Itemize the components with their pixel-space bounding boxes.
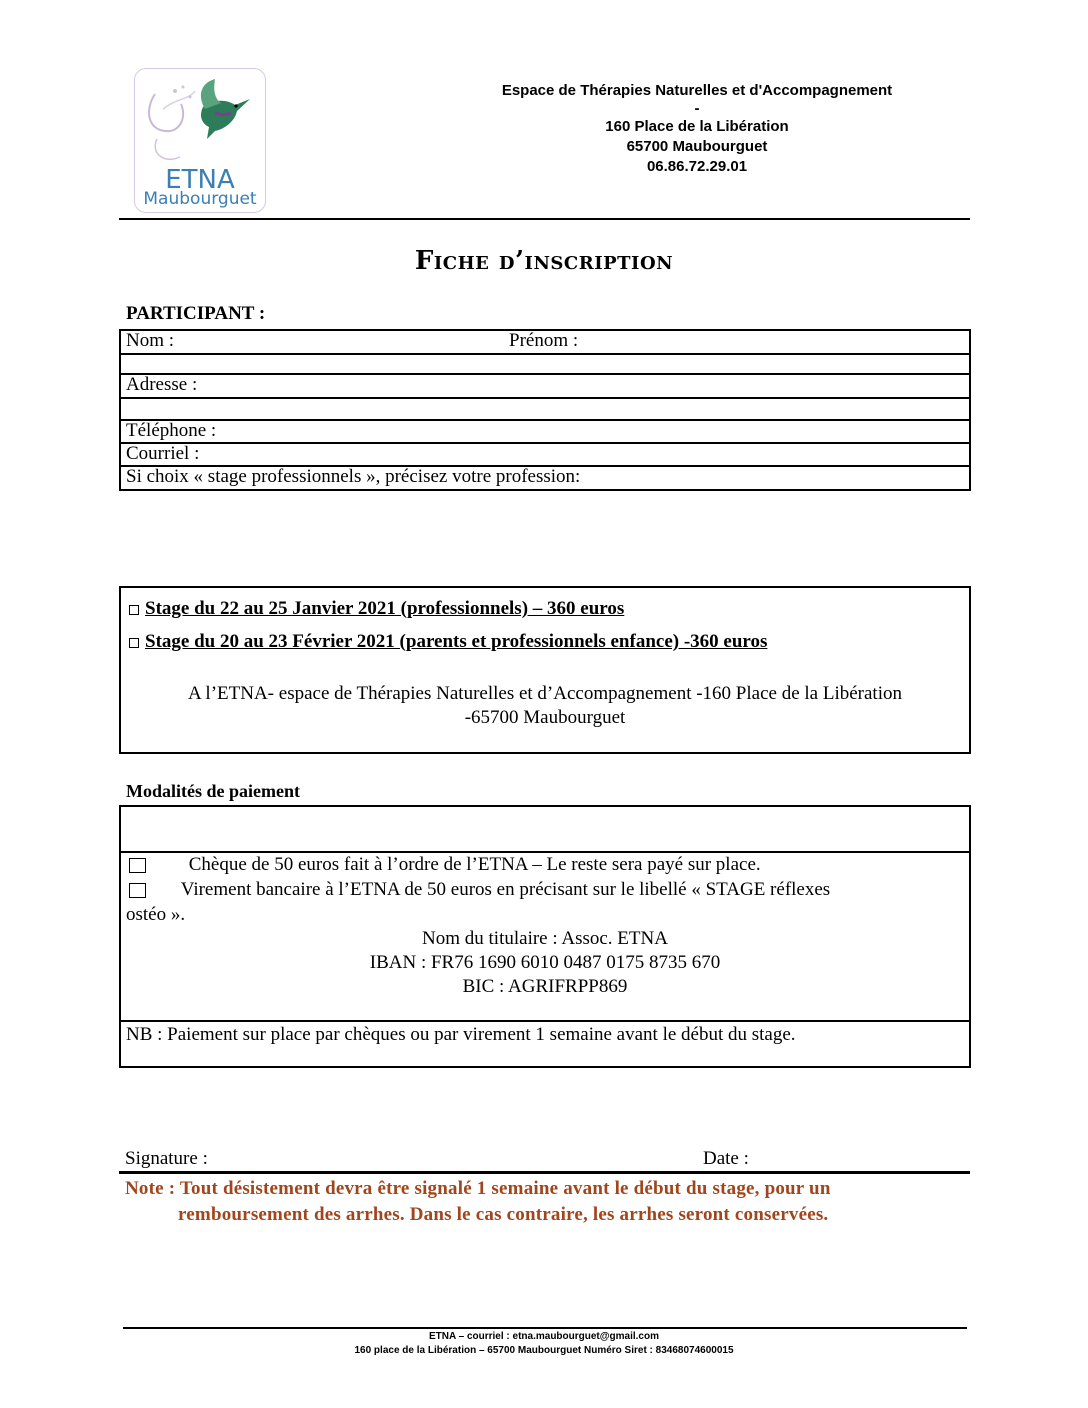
payment-divider-2 (121, 1020, 969, 1022)
stage2-label: Stage du 20 au 23 Février 2021 (parents et professionnels enfance) -360 euros (145, 631, 768, 652)
nom-field[interactable] (120, 330, 970, 354)
logo-city: Maubourguet (143, 189, 257, 209)
bank-details (121, 927, 969, 999)
iban-text: IBAN : FR76 1690 6010 0487 0175 8735 670 (369, 952, 721, 973)
note-line-1: Note : Tout désistement devra être signalé 1 semaine avant le début du stage, pour un (125, 1178, 831, 1199)
payment-box (119, 805, 971, 1068)
stages-box (119, 586, 971, 754)
cheque-option[interactable] (129, 853, 761, 877)
nb-text: NB : Paiement sur place par chèques ou par virement 1 semaine avant le début du stage. (126, 1024, 796, 1045)
courriel-field[interactable] (120, 443, 970, 466)
footer-divider (123, 1327, 967, 1329)
logo-name: ETNA (165, 165, 235, 195)
stage-option-2[interactable] (129, 631, 767, 653)
header-line: 160 Place de la Libération (605, 118, 789, 135)
date-label: Date : (703, 1148, 749, 1169)
etna-logo (134, 68, 266, 213)
header-divider (119, 218, 970, 220)
stage-location (121, 682, 969, 730)
header-line: Espace de Thérapies Naturelles et d'Accompagnement (501, 82, 893, 99)
nom-label: Nom : (126, 330, 175, 351)
adresse-blank-row[interactable] (120, 398, 970, 420)
cheque-checkbox[interactable] (129, 858, 146, 873)
telephone-field[interactable] (120, 420, 970, 443)
header-line: - (694, 100, 700, 117)
nom-blank-row[interactable] (120, 354, 970, 374)
header-address (410, 81, 984, 177)
footer-line-1: ETNA – courriel : etna.maubourguet@gmail.com (429, 1331, 659, 1342)
signature-line[interactable] (119, 1171, 970, 1174)
page-title: Fiche d’inscription (414, 246, 674, 276)
titulaire-text: Nom du titulaire : Assoc. ETNA (422, 928, 668, 949)
stage1-checkbox[interactable] (129, 605, 139, 615)
prenom-label: Prénom : (509, 330, 579, 351)
adresse-label: Adresse : (126, 374, 198, 395)
participant-table (119, 329, 971, 491)
header-line: 06.86.72.29.01 (646, 158, 748, 175)
profession-label: Si choix « stage professionnels », précisez votre profession: (126, 466, 581, 487)
courriel-label: Courriel : (126, 443, 200, 464)
profession-field[interactable] (120, 466, 970, 490)
participant-label: PARTICIPANT : (126, 303, 266, 324)
virement-label-cont: ostéo ». (126, 904, 186, 925)
payment-label: Modalités de paiement (126, 781, 300, 801)
footer-line-2: 160 place de la Libération – 65700 Maubourguet Numéro Siret : 83468074600015 (354, 1345, 734, 1356)
adresse-field[interactable] (120, 374, 970, 398)
virement-checkbox[interactable] (129, 883, 146, 898)
header-line: 65700 Maubourguet (626, 138, 768, 155)
bic-text: BIC : AGRIFRPP869 (462, 976, 628, 997)
location-line: -65700 Maubourguet (464, 707, 626, 728)
telephone-label: Téléphone : (126, 420, 217, 441)
stage2-checkbox[interactable] (129, 638, 139, 648)
virement-option[interactable] (129, 877, 830, 902)
cheque-label: Chèque de 50 euros fait à l’ordre de l’ETNA – Le reste sera payé sur place. (188, 854, 761, 875)
virement-label: Virement bancaire à l’ETNA de 50 euros en précisant sur le libellé « STAGE réflexes (180, 879, 831, 900)
location-line: A l’ETNA- espace de Thérapies Naturelles et d’Accompagnement -160 Place de la Libération (188, 683, 902, 704)
note-line-2: remboursement des arrhes. Dans le cas contraire, les arrhes seront conservées. (178, 1204, 829, 1225)
stage-option-1[interactable] (129, 598, 624, 620)
signature-label: Signature : (125, 1148, 208, 1169)
stage1-label: Stage du 22 au 25 Janvier 2021 (professionnels) – 360 euros (145, 598, 625, 619)
